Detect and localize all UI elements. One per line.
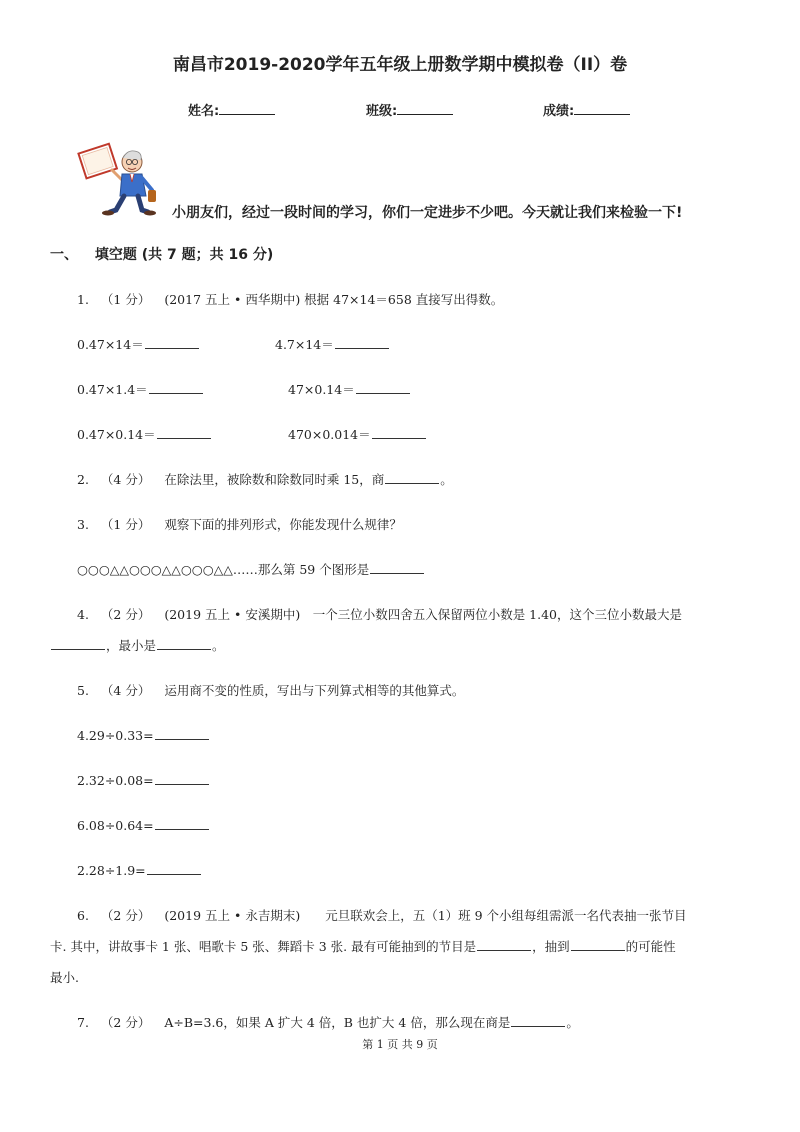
class-label: 班级: <box>366 104 398 119</box>
class-blank[interactable] <box>397 102 453 115</box>
answer-blank[interactable] <box>370 562 424 574</box>
question-score: （2 分） <box>100 607 151 622</box>
q5-item-3: 6.08÷0.64= <box>77 818 210 833</box>
answer-blank[interactable] <box>157 427 211 439</box>
question-2: 2. （4 分） 在除法里，被除数和除数同时乘 15，商 。 <box>77 472 453 487</box>
answer-blank[interactable] <box>155 728 209 740</box>
question-3 <box>77 515 402 533</box>
question-number: 2. <box>77 472 89 487</box>
q1-item-5: 0.47×0.14＝ <box>77 425 212 443</box>
question-number: 4. <box>77 607 89 622</box>
name-label: 姓名: <box>188 104 220 119</box>
question-text: A÷B=3.6，如果 A 扩大 4 倍，B 也扩大 4 倍，那么现在商是 <box>164 1015 511 1030</box>
class-field[interactable] <box>366 100 453 119</box>
name-blank[interactable] <box>219 102 275 115</box>
question-6-line2: 卡. 其中，讲故事卡 1 张、唱歌卡 5 张、舞蹈卡 3 张. 最有可能抽到的节目是 ，抽到 的可能性 <box>50 939 676 954</box>
question-4 <box>77 605 682 623</box>
q5-item-1: 4.29÷0.33= <box>77 728 210 743</box>
answer-blank[interactable] <box>147 863 201 875</box>
question-5 <box>77 681 464 699</box>
question-score: （4 分） <box>100 683 151 698</box>
q1-item-2: 4.7×14＝ <box>275 335 390 353</box>
score-blank[interactable] <box>574 102 630 115</box>
question-text: (2017 五上 • 西华期中) 根据 47×14＝658 直接写出得数。 <box>164 292 504 307</box>
answer-blank[interactable] <box>356 382 410 394</box>
q3-pattern: ○○○△△○○○△△○○○△△……那么第 59 个图形是 <box>77 560 425 578</box>
section-number: 一、 <box>50 247 78 263</box>
answer-blank[interactable] <box>511 1015 565 1027</box>
q1-item-4: 47×0.14＝ <box>288 380 411 398</box>
question-7: 7. （2 分） A÷B=3.6，如果 A 扩大 4 倍，B 也扩大 4 倍，那么现在商是 。 <box>77 1015 579 1030</box>
q1-item-6: 470×0.014＝ <box>288 425 427 443</box>
score-field[interactable] <box>543 100 630 119</box>
question-text: 观察下面的排列形式，你能发现什么规律？ <box>164 517 402 532</box>
question-text: 运用商不变的性质，写出与下列算式相等的其他算式。 <box>164 683 465 698</box>
question-score: （1 分） <box>100 517 151 532</box>
question-6 <box>77 906 687 924</box>
question-text: (2019 五上 • 永吉期末) 元旦联欢会上，五（1）班 9 个小组每组需派一名代表抽一张节目 <box>164 908 687 923</box>
question-number: 7. <box>77 1015 89 1030</box>
q5-item-2: 2.32÷0.08= <box>77 773 210 788</box>
question-1 <box>77 290 503 308</box>
question-score: （2 分） <box>100 1015 151 1030</box>
question-number: 1. <box>77 292 89 307</box>
q5-item-4: 2.28÷1.9= <box>77 863 202 878</box>
q1-item-3: 0.47×1.4＝ <box>77 380 204 398</box>
answer-blank[interactable] <box>372 427 426 439</box>
answer-blank[interactable] <box>157 638 211 650</box>
answer-blank[interactable] <box>385 472 439 484</box>
answer-blank[interactable] <box>145 337 199 349</box>
page-title: 南昌市2019-2020学年五年级上册数学期中模拟卷（II）卷 <box>172 55 628 75</box>
teacher-mascot-icon <box>76 140 168 218</box>
question-score: （1 分） <box>100 292 151 307</box>
answer-blank[interactable] <box>51 638 105 650</box>
section-title: 填空题 (共 7 题；共 16 分) <box>94 247 274 263</box>
q1-item-1: 0.47×14＝ <box>77 335 200 353</box>
question-text: (2019 五上 • 安溪期中) 一个三位小数四舍五入保留两位小数是 1.40，这个三位小数最大是 <box>164 607 683 622</box>
question-score: （2 分） <box>100 908 151 923</box>
intro-text: 小朋友们，经过一段时间的学习，你们一定进步不少吧。今天就让我们来检验一下! <box>172 205 683 221</box>
answer-blank[interactable] <box>149 382 203 394</box>
answer-blank[interactable] <box>477 939 531 951</box>
question-6-line3: 最小. <box>50 970 79 985</box>
question-number: 3. <box>77 517 89 532</box>
question-4-line2: ，最小是 。 <box>50 636 225 654</box>
answer-blank[interactable] <box>155 818 209 830</box>
answer-blank[interactable] <box>571 939 625 951</box>
question-text: 在除法里，被除数和除数同时乘 15，商 <box>164 472 385 487</box>
name-field[interactable] <box>188 100 275 119</box>
question-number: 6. <box>77 908 89 923</box>
page-footer: 第 1 页 共 9 页 <box>362 1038 438 1051</box>
question-number: 5. <box>77 683 89 698</box>
question-score: （4 分） <box>100 472 151 487</box>
section-heading <box>50 244 273 264</box>
answer-blank[interactable] <box>155 773 209 785</box>
answer-blank[interactable] <box>335 337 389 349</box>
score-label: 成绩: <box>543 104 575 119</box>
